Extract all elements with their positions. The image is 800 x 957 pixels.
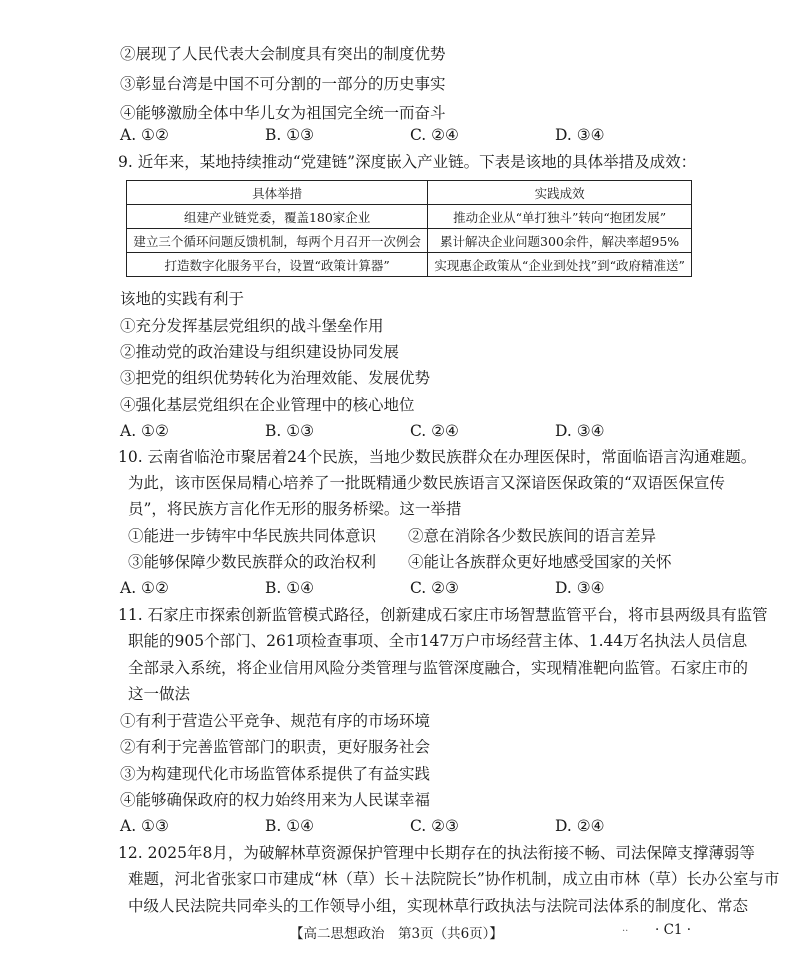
table-row bbox=[127, 205, 692, 229]
q9-item-3: ③把党的组织优势转化为治理效能、发展优势 bbox=[120, 369, 431, 387]
q11-item-3: ③为构建现代化市场监管体系提供了有益实践 bbox=[120, 765, 431, 783]
q9-table bbox=[126, 180, 692, 277]
q8-item-2: ②展现了人民代表大会制度具有突出的制度优势 bbox=[120, 45, 446, 63]
q11-stem-line-4: 这一做法 bbox=[128, 685, 191, 703]
q11-stem-line-3: 全部录入系统，将企业信用风险分类管理与监管深度融合，实现精准靶向监管。石家庄市的 bbox=[128, 659, 749, 677]
table-cell: 建立三个循环问题反馈机制，每两个月召开一次例会 bbox=[127, 229, 428, 253]
q9-option-d: D. ③④ bbox=[555, 422, 605, 440]
q8-option-d: D. ③④ bbox=[555, 126, 605, 144]
q8-option-c: C. ②④ bbox=[410, 126, 459, 144]
q10-stem-line-3: 员”，将民族方言化作无形的服务桥梁。这一举措 bbox=[128, 500, 462, 518]
page-footer bbox=[0, 922, 800, 946]
q8-option-b: B. ①③ bbox=[265, 126, 315, 144]
q11-stem-line-1: 11. 石家庄市探索创新监管模式路径，创新建成石家庄市场智慧监管平台，将市县两级具有监管 bbox=[118, 606, 768, 624]
q10-item-2: ②意在消除各少数民族间的语言差异 bbox=[408, 527, 657, 545]
q10-option-a: A. ①② bbox=[120, 579, 169, 597]
q11-item-1: ①有利于营造公平竞争、规范有序的市场环境 bbox=[120, 712, 431, 730]
q10-items-row-1 bbox=[128, 524, 688, 548]
q8-options bbox=[120, 123, 680, 147]
table-cell: 累计解决企业问题300余件，解决率超95% bbox=[428, 229, 692, 253]
table-cell: 推动企业从“单打独斗”转向“抱团发展” bbox=[428, 205, 692, 229]
q10-item-1: ①能进一步铸牢中华民族共同体意识 bbox=[128, 527, 377, 545]
q8-item-3: ③彰显台湾是中国不可分割的一部分的历史事实 bbox=[120, 75, 446, 93]
q10-options bbox=[120, 576, 680, 600]
q10-option-b: B. ①④ bbox=[265, 579, 315, 597]
q11-item-4: ④能够确保政府的权力始终用来为人民谋幸福 bbox=[120, 791, 431, 809]
table-row bbox=[127, 229, 692, 253]
q8-item-4: ④能够激励全体中华儿女为祖国完全统一而奋斗 bbox=[120, 104, 446, 122]
q10-stem-line-1: 10. 云南省临沧市聚居着24个民族，当地少数民族群众在办理医保时，常面临语言沟通难题。 bbox=[118, 448, 757, 466]
q9-stem: 9. 近年来，某地持续推动“党建链”深度嵌入产业链。下表是该地的具体举措及成效： bbox=[118, 153, 697, 171]
q9-option-c: C. ②④ bbox=[410, 422, 459, 440]
footer-page-label: 【高二思想政治 第3页（共6页）】 bbox=[290, 926, 503, 942]
q9-lead: 该地的实践有利于 bbox=[120, 290, 245, 308]
q11-option-a: A. ①③ bbox=[120, 817, 169, 835]
q10-option-d: D. ③④ bbox=[555, 579, 605, 597]
table-cell: 实现惠企政策从“企业到处找”到“政府精准送” bbox=[428, 253, 692, 277]
q11-option-d: D. ②④ bbox=[555, 817, 605, 835]
q9-table-header-row bbox=[127, 181, 692, 205]
q12-stem-line-3: 中级人民法院共同牵头的工作领导小组，实现林草行政执法与法院司法体系的制度化、常态 bbox=[128, 897, 749, 915]
q10-item-3: ③能够保障少数民族群众的政治权利 bbox=[128, 553, 377, 571]
q10-item-4: ④能让各族群众更好地感受国家的关怀 bbox=[408, 553, 672, 571]
q9-table-header: 具体举措 bbox=[127, 181, 428, 205]
q12-stem-line-1: 12. 2025年8月，为破解林草资源保护管理中长期存在的执法衔接不畅、司法保障支撑薄弱等 bbox=[118, 844, 755, 862]
q11-options bbox=[120, 814, 680, 838]
footer-mark: ·· bbox=[622, 926, 629, 937]
q9-option-b: B. ①③ bbox=[265, 422, 315, 440]
q11-item-2: ②有利于完善监管部门的职责，更好服务社会 bbox=[120, 738, 431, 756]
q12-stem-line-2: 难题，河北省张家口市建成“林（草）长＋法院院长”协作机制，成立由市林（草）长办公室与市 bbox=[128, 870, 780, 888]
q11-option-b: B. ①④ bbox=[265, 817, 315, 835]
table-cell: 组建产业链党委，覆盖180家企业 bbox=[127, 205, 428, 229]
q9-options bbox=[120, 419, 680, 443]
q9-item-2: ②推动党的政治建设与组织建设协同发展 bbox=[120, 343, 400, 361]
q10-items-row-2 bbox=[128, 550, 688, 574]
footer-code: · C1 · bbox=[655, 922, 692, 938]
q9-table-header: 实践成效 bbox=[428, 181, 692, 205]
q11-stem-line-2: 职能的905个部门、261项检查事项、全市147万户市场经营主体、1.44万名执法人员信息 bbox=[128, 632, 748, 650]
q9-item-4: ④强化基层党组织在企业管理中的核心地位 bbox=[120, 396, 415, 414]
q11-option-c: C. ②③ bbox=[410, 817, 459, 835]
q9-option-a: A. ①② bbox=[120, 422, 169, 440]
table-cell: 打造数字化服务平台，设置“政策计算器” bbox=[127, 253, 428, 277]
q8-option-a: A. ①② bbox=[120, 126, 169, 144]
q9-item-1: ①充分发挥基层党组织的战斗堡垒作用 bbox=[120, 317, 384, 335]
q10-stem-line-2: 为此，该市医保局精心培养了一批既精通少数民族语言又深谙医保政策的“双语医保宣传 bbox=[128, 474, 725, 492]
table-row bbox=[127, 253, 692, 277]
q10-option-c: C. ②③ bbox=[410, 579, 459, 597]
